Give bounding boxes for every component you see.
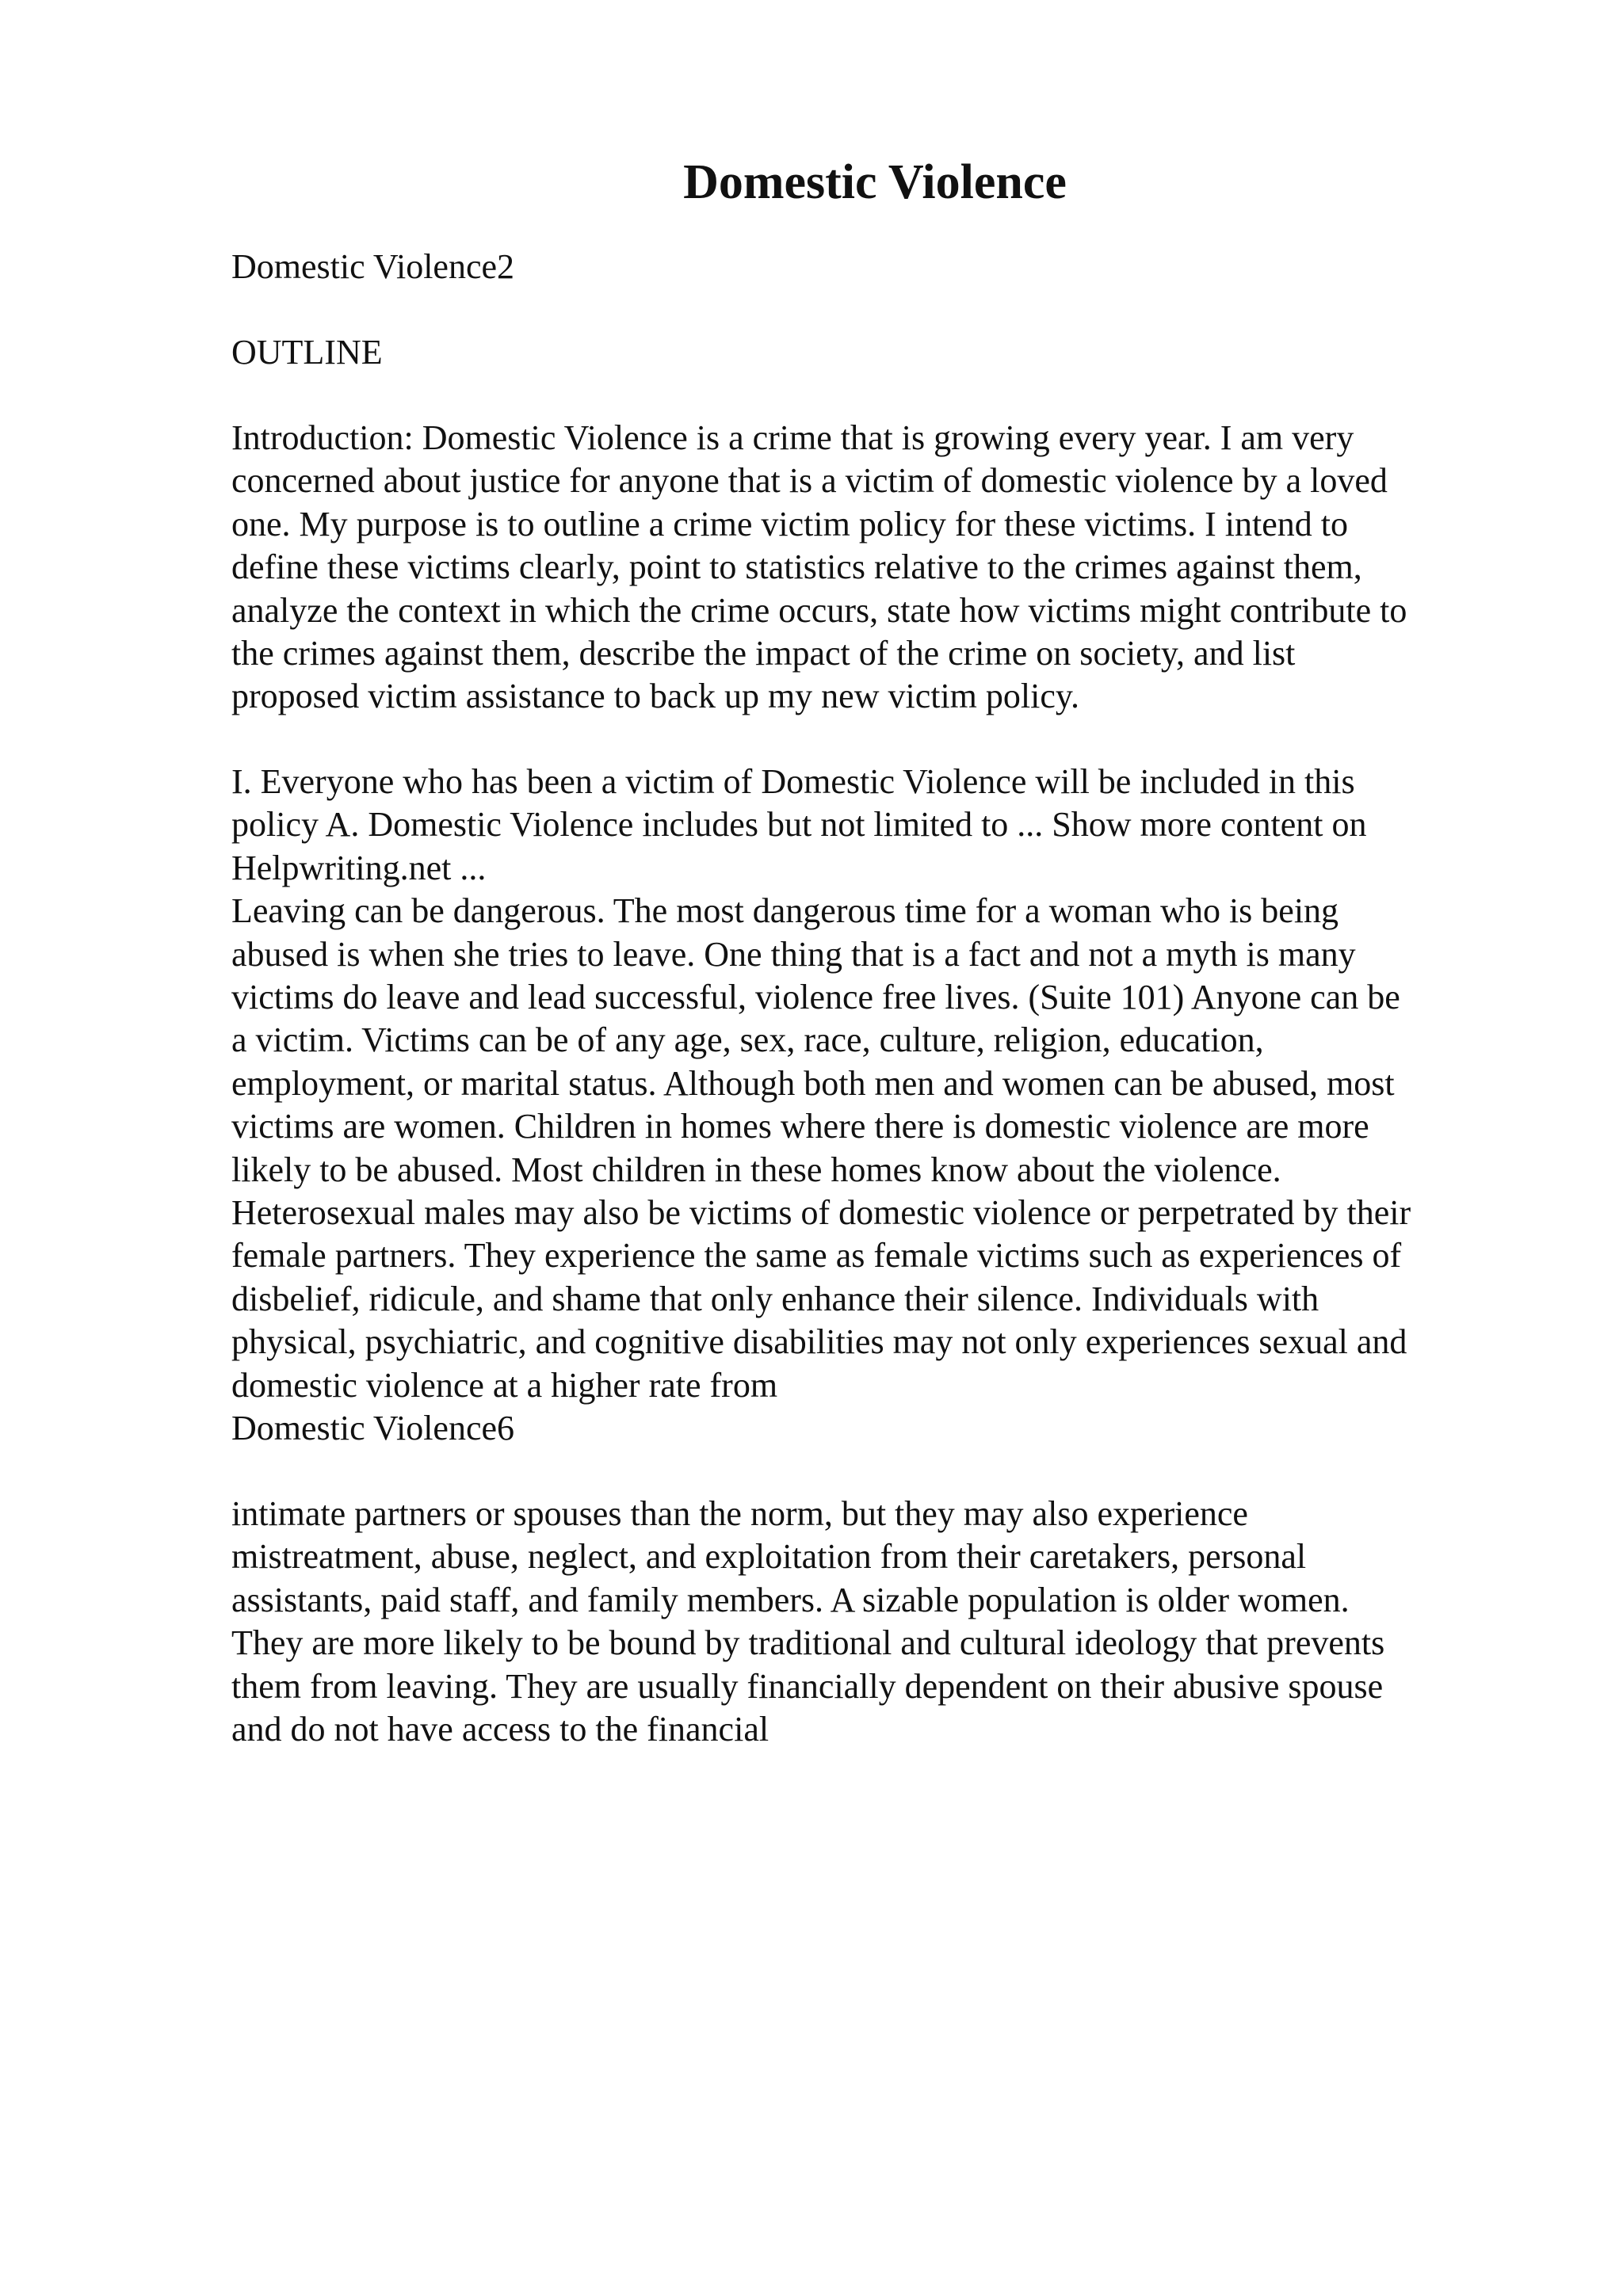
running-head: Domestic Violence6 bbox=[231, 1409, 515, 1447]
outline-heading: OUTLINE bbox=[231, 333, 383, 372]
running-head: Domestic Violence2 bbox=[231, 247, 515, 286]
section-i-paragraph: I. Everyone who has been a victim of Domestic Violence will be included in this policy A. Domestic Violence includes but not limited to ... Show more content on Helpwriting.net ... Leaving can be dangerous. The most dangerous time for a woman who is being abused is when she tries to leave. One thing that is a fact and not a myth is many victims do leave and lead successful, violence free lives. (Suite 101) Anyone can be a victim. Victims can be of any age, sex, race, culture, religion, education, employment, or marital status. Although both men and women can be abused, most victims are women. Children in homes where there is domestic violence are more likely to be abused. Most children in these homes know about the violence. Heterosexual males may also be victims of domestic violence or perpetrated by their female partners. They experience the same as female victims such as experiences of disbelief, ridicule, and shame that only enhance their silence. Individuals with physical, psychiatric, and cognitive disabilities may not only experiences sexual and domestic violence at a higher rate from bbox=[231, 762, 1411, 1405]
continuation-paragraph: intimate partners or spouses than the norm, but they may also experience mistreatment, abuse, neglect, and exploitation from their caretakers, personal assistants, paid staff, and family members. A sizable population is older women. They are more likely to be bound by traditional and cultural ideology that prevents them from leaving. They are usually financially dependent on their abusive spouse and do not have access to the financial bbox=[231, 1494, 1385, 1749]
document-title: Domestic Violence bbox=[683, 155, 1067, 209]
introduction-paragraph: Introduction: Domestic Violence is a crime that is growing every year. I am very concerned about justice for anyone that is a victim of domestic violence by a loved one. My purpose is to outline a crime victim policy for these victims. I intend to define these victims clearly, point to statistics relative to the crimes against them, analyze the context in which the crime occurs, state how victims might contribute to the crimes against them, describe the impact of the crime on society, and list proposed victim assistance to back up my new victim policy. bbox=[231, 418, 1407, 716]
